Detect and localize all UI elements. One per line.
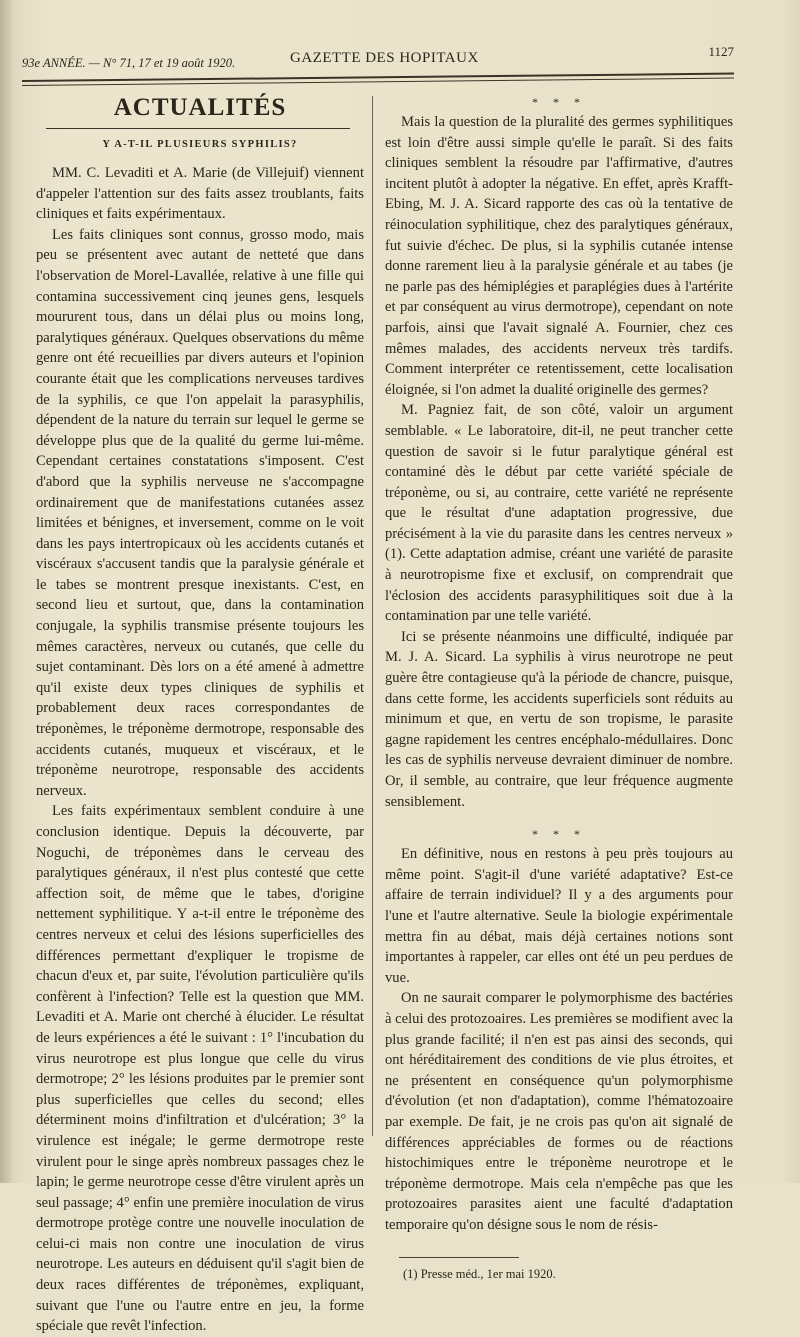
- journal-title: GAZETTE DES HOPITAUX: [290, 50, 479, 66]
- paragraph: Mais la question de la pluralité des germes syphilitiques est loin d'être aussi simple qu'elle le paraît. Si des faits cliniques semblent la résoudre par l'affirmative, d'autres incitent plutôt à adopter la négative. En effet, après Krafft-Ebing, M. J. A. Sicard rapporte des cas où la tentative de réinoculation syphilitique, chez des paralytiques généraux, fut suivie d'échec. De plus, si la syphilis cutanée intense donne rarement lieu à la paralysie générale et au tabes (je ne parle pas des hémiplégies et paraplégies dues à l'artérite et par conséquent au virus dermotrope), cependant on note parfois, ainsi que l'avait signalé A. Fournier, chez ces mêmes malades, des accidents nerveux très tardifs. Comment interpréter ce retentissement, cette localisation éloignée, si l'on admet la dualité originelle des germes?: [385, 114, 733, 398]
- paragraph: On ne saurait comparer le polymorphisme des bactéries à celui des protozoaires. Les premières se modifient avec la plus grande facilité; il n'en est pas ainsi des seconds, qui ont héréditairement des conditions de vie plus étroites, et ne présentent en conséquence qu'un polymorphisme d'évolution (et non d'adaptation), comme l'hématozoaire par exemple. De fait, je ne crois pas qu'on ait signalé de différences appréciables de formes ou de réactions histochimiques entre le tréponème neurotrope et le tréponème dermotrope. Mais cela n'empêche pas que les protozoaires parasites aient une faculté d'adaptation temporaire qu'on désigne sous le nom de résis-: [385, 990, 733, 1233]
- section-separator: * * *: [532, 827, 586, 842]
- footnote: (1) Presse méd., 1er mai 1920.: [403, 1267, 556, 1282]
- paragraph: M. Pagniez fait, de son côté, valoir un argument semblable. « Le laboratoire, dit-il, ne peut trancher cette question de savoir si le futur paralytique général est contaminé dès le début par cette variété spéciale de tréponème, ou si, au contraire, cette variété ne représente que le résultat d'une adaptation progressive, due précisément à la vie du parasite dans les centres nerveux » (1). Cette adaptation admise, créant une variété de parasite à neurotropisme fixe et exclusif, on comprendrait que l'éclosion des accidents parasyphilitiques soit due à la contamination par une telle variété.: [385, 402, 733, 625]
- paragraph: En définitive, nous en restons à peu près toujours au même point. S'agit-il d'une variété adaptative? Est-ce affaire de terrain individuel? Il y a des arguments pour l'une et l'autre alternative. Seule la biologie expérimentale mettra fin au débat, mais déjà certaines notions sont importantes à rappeler, car elles ont été un peu perdues de vue.: [385, 846, 733, 986]
- footnote-rule: [399, 1257, 519, 1258]
- paragraph: Les faits expérimentaux semblent conduire à une conclusion identique. Depuis la découverte, par Noguchi, de tréponèmes dans le cerveau des paralytiques généraux, il n'est plus contesté que cette affection soit, de même que le tabes, d'origine nettement syphilitique. Y a-t-il entre le tréponème des centres nerveux et celui des lésions superficielles des différences permettant d'expliquer le tropisme de chacun d'eux et, par suite, l'évolution particulière qu'ils confèrent à l'infection? Telle est la question que MM. Levaditi et A. Marie ont cherché à élucider. Le résultat de leurs expériences a été le suivant : 1° l'incubation du virus neurotrope est plus longue que celle du virus dermotrope; 2° les lésions produites par le premier sont plus superficielles que celles du second; elles déterminent moins d'infiltration et d'ulcération; 3° la virulence est inégale; le germe dermotrope reste virulent pour le singe après nombreux passages chez le lapin; le germe neurotrope cesse d'être virulent après un seul passage; 4° enfin une première inoculation de virus dermotrope protège contre une nouvelle inoculation de celui-ci mais non contre une inoculation de virus neurotrope. Les auteurs en déduisent qu'il s'agit bien de deux races différentes de tréponèmes, expliquant, suivant que l'une ou l'autre entre en jeu, la forme spéciale que revêt l'infection.: [36, 803, 364, 1335]
- page-number: 1127: [708, 44, 734, 59]
- title-rule: [46, 128, 350, 129]
- article-subheading: Y A-T-IL PLUSIEURS SYPHILIS?: [102, 139, 298, 150]
- section-title: ACTUALITÉS: [113, 94, 287, 121]
- page-spine-shadow: [0, 0, 12, 1183]
- right-column: [385, 96, 733, 1282]
- page-header: [22, 44, 734, 72]
- left-column: [36, 92, 364, 1337]
- paragraph: Les faits cliniques sont connus, grosso modo, mais peu se présentent avec autant de netteté que dans l'observation de Morel-Lavallée, relative à une fille qui contamina successivement cinq jeunes gens, lesquels moururent tous, dans un délai plus ou moins long, paralytiques généraux. Quelques observations du même genre ont été recueillies par divers auteurs et l'opinion courante était que les complications nerveuses tardives de la syphilis, ce que l'on appelait la parasyphilis, dépendent de la nature du terrain sur lequel le germe se développe plus que de la qualité du germe lui-même. Cependant certaines constatations s'imposent. C'est d'abord que la syphilis nerveuse ne s'accompagne ordinairement que de manifestations cutanées assez limitées et bénignes, et inversement, comme on le voit dans les pays intertropicaux où les accidents cutanés et viscéraux s'accusent tandis que la paralysie générale et le tabes se montrent presque inexistants. C'est, en second lieu et surtout, que, dans la contamination conjugale, la syphilis transmise présente toujours les mêmes caractères, nerveux ou cutanés, que celle du sujet contaminant. Dès lors on a été amené à admettre qu'il existe deux types cliniques de syphilis et probablement deux races correspondantes de tréponèmes, le tréponème dermotrope, responsable des accidents cutanés, muqueux et viscéraux, et le tréponème neurotrope, responsable des accidents nerveux.: [36, 226, 364, 799]
- paragraph: MM. C. Levaditi et A. Marie (de Villejuif) viennent d'appeler l'attention sur des faits assez troublants, faits cliniques et faits expérimentaux.: [36, 165, 364, 223]
- section-separator: * * *: [532, 95, 586, 109]
- issue-line: 93e ANNÉE. — N° 71, 17 et 19 août 1920.: [22, 56, 236, 70]
- column-divider: [372, 96, 373, 1136]
- paragraph: Ici se présente néanmoins une difficulté, indiquée par M. J. A. Sicard. La syphilis à virus neurotrope ne peut guère être contagieuse qu'à la période de chancre, puisque, dans cette forme, les accidents superficiels sont réduits au minimum et que, en vertu de son tropisme, le parasite gagne rapidement les centres encéphalo-médullaires. Donc les cas de syphilis nerveuse devraient diminuer de nombre. Or, il semble, au contraire, que leur fréquence augmente sensiblement.: [385, 628, 733, 810]
